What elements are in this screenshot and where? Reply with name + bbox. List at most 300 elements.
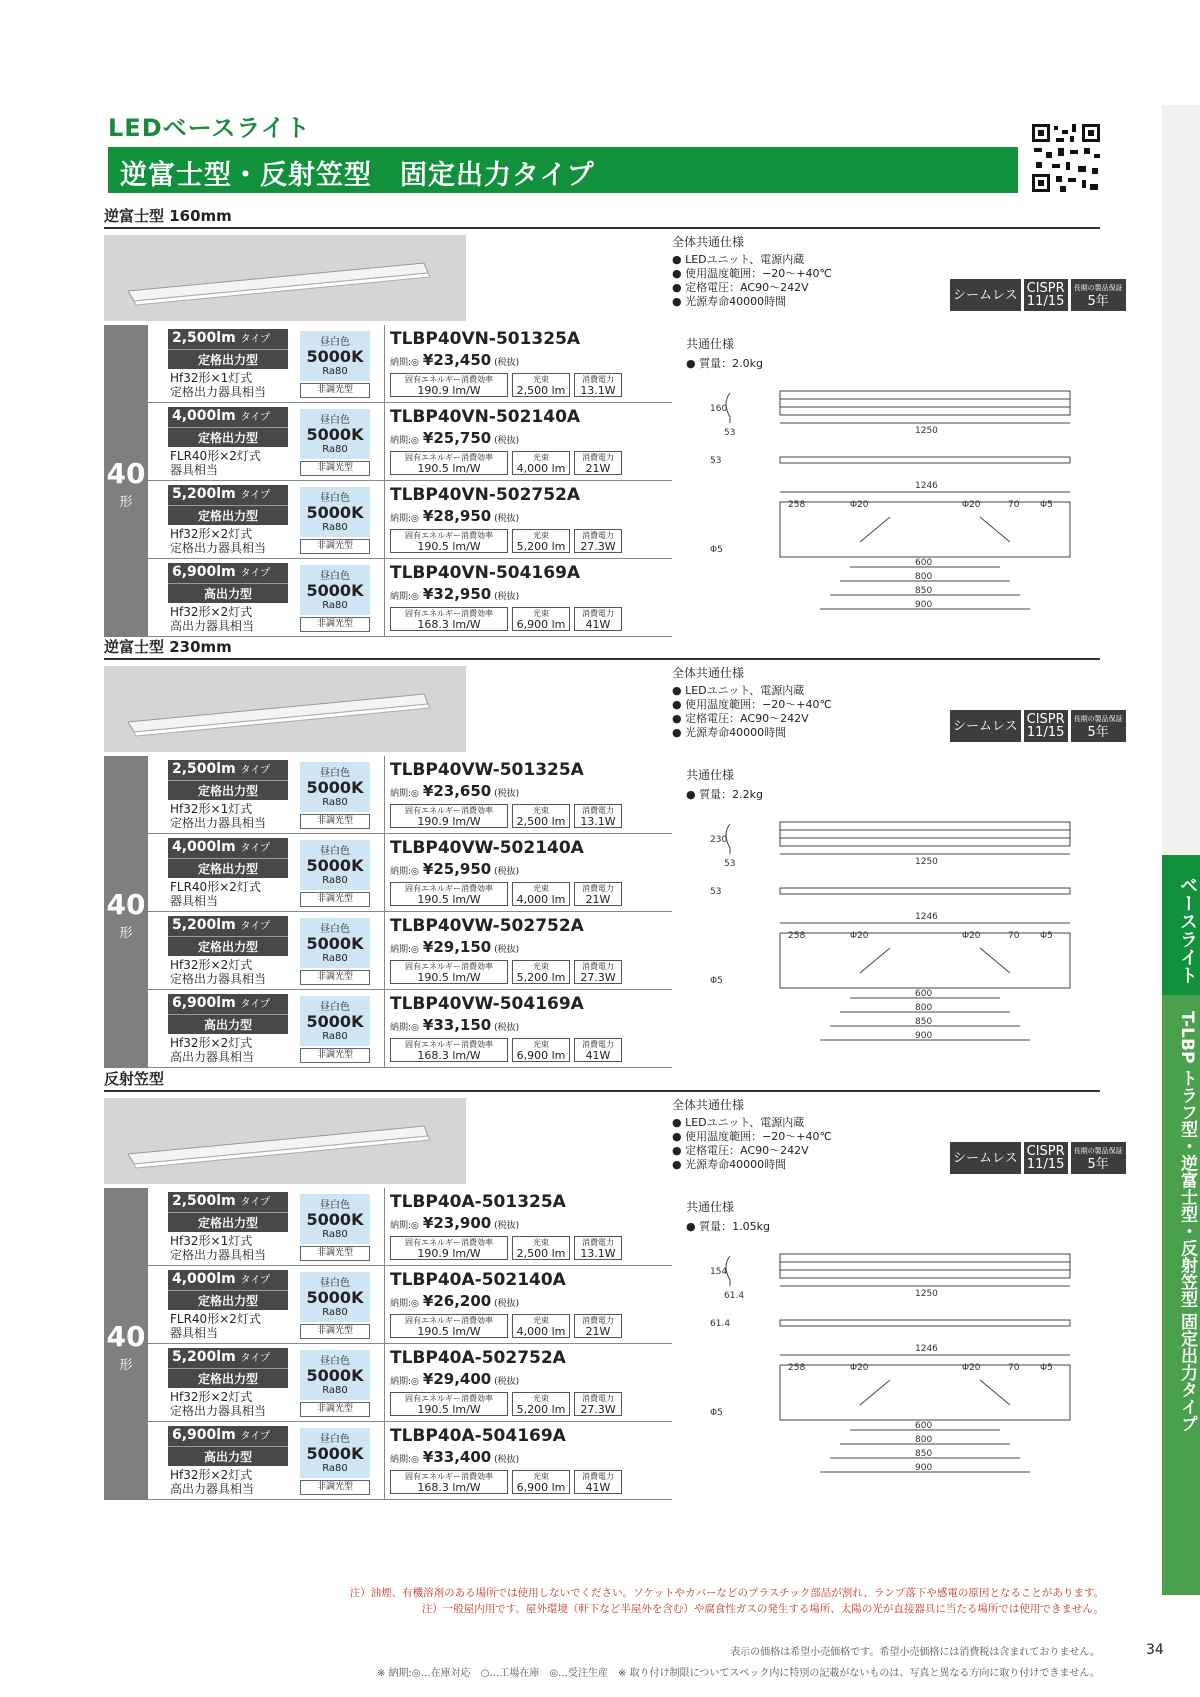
output-type: 高出力型: [203, 1450, 252, 1464]
power-spec: [574, 804, 622, 828]
color-kelvin: 5000K: [306, 581, 364, 600]
flux-spec: [512, 373, 570, 397]
color-temp-box: [300, 918, 370, 968]
product-row[interactable]: [148, 990, 672, 1068]
feature-badges: [950, 279, 1126, 311]
model-number[interactable]: TLBP40VN-502752A: [390, 485, 581, 505]
dim-phi5-right: Φ5: [1040, 931, 1053, 941]
delivery-label: 納期:◎: [390, 358, 419, 368]
flux-value: 2,500 lm: [516, 815, 566, 828]
price-value: ¥25,750: [422, 429, 492, 447]
color-name: 昼白色: [320, 1002, 350, 1013]
output-type: 定格出力型: [197, 862, 258, 876]
dimming-type: 非調光型: [300, 970, 370, 985]
flux-spec: [512, 882, 570, 906]
caution-note-1: 注）油煙、有機溶剤のある場所では使用しないでください。ソケットやカバーなどのプラスチック部品が割れ、ランプ落下や感電の原因となることがあります。: [349, 1587, 1104, 1599]
type-separator: [168, 349, 288, 350]
equivalent-text: [170, 449, 261, 477]
lumen-suffix: タイプ: [240, 334, 271, 345]
flux-spec: [512, 1314, 570, 1338]
product-row[interactable]: [148, 756, 672, 834]
efficiency-value: 190.9 lm/W: [417, 815, 481, 828]
flux-value: 5,200 lm: [516, 1403, 566, 1416]
lumen-suffix: タイプ: [240, 490, 271, 501]
delivery-label: 納期:◎: [390, 789, 419, 799]
equivalent-text: [170, 605, 254, 633]
color-kelvin: 5000K: [306, 1366, 364, 1385]
series-title: LEDベースライト: [108, 114, 311, 142]
lumen-value: 6,900lm: [172, 564, 236, 580]
dim-phi20-right: Φ20: [962, 500, 981, 510]
lumen-type-box: [168, 760, 288, 800]
spec-values: [390, 1470, 622, 1494]
output-type: 高出力型: [203, 1018, 252, 1032]
flux-spec: [512, 804, 570, 828]
product-row[interactable]: [148, 325, 672, 403]
color-kelvin: 5000K: [306, 503, 364, 522]
lumen-suffix: タイプ: [240, 1353, 271, 1364]
color-kelvin: 5000K: [306, 934, 364, 953]
dim-900: 900: [915, 1031, 933, 1041]
color-temp-box: [300, 762, 370, 812]
common-spec-title: 全体共通仕様: [672, 666, 745, 680]
product-row[interactable]: [148, 1344, 672, 1422]
equivalent-line-1: Hf32形×2灯式: [170, 1036, 253, 1050]
dim-side-height: 53: [710, 456, 722, 466]
equivalent-line-2: 定格出力器具相当: [170, 1404, 267, 1418]
model-number[interactable]: TLBP40VW-501325A: [390, 760, 584, 780]
type-separator: [168, 1368, 288, 1369]
dim-phi5-left: Φ5: [710, 1408, 723, 1418]
flux-value: 6,900 lm: [516, 1481, 566, 1494]
common-spec-item: ● 光源寿命40000時間: [672, 1158, 787, 1171]
color-ra: Ra80: [322, 522, 348, 533]
tax-label: (税抜): [494, 1299, 520, 1309]
common-spec-item: ● 光源寿命40000時間: [672, 726, 787, 739]
color-kelvin: 5000K: [306, 425, 364, 444]
tax-label: (税抜): [494, 867, 520, 877]
price: [390, 782, 519, 800]
equivalent-line-2: 定格出力器具相当: [170, 1248, 267, 1262]
efficiency-value: 168.3 lm/W: [417, 618, 481, 631]
cispr-badge-top: CISPR: [1026, 281, 1065, 296]
dimming-type: 非調光型: [300, 617, 370, 632]
efficiency-label: 固有エネルギー消費効率: [405, 609, 493, 618]
output-type: 定格出力型: [197, 353, 258, 367]
common-spec-item: ● 定格電圧：AC90〜242V: [672, 712, 809, 725]
product-row[interactable]: [148, 1266, 672, 1344]
color-temp-box: [300, 1428, 370, 1478]
lumen-type: [172, 1427, 270, 1443]
equivalent-text: [170, 958, 266, 986]
power-spec: [574, 1392, 622, 1416]
power-value: 21W: [585, 1325, 611, 1338]
cispr-badge: [1024, 710, 1068, 742]
size-label: [104, 1188, 148, 1500]
color-name: 昼白色: [320, 1278, 350, 1289]
type-separator: [168, 1014, 288, 1015]
efficiency-label: 固有エネルギー消費効率: [405, 962, 493, 971]
qr-code-icon[interactable]: [1030, 122, 1102, 194]
lumen-type: [172, 1271, 270, 1287]
spec-values: [390, 1392, 622, 1416]
dim-600: 600: [915, 1421, 933, 1431]
price-value: ¥29,150: [422, 938, 492, 956]
lumen-value: 4,000lm: [172, 839, 236, 855]
dim-width: 61.4: [724, 1291, 745, 1301]
power-label: 消費電力: [582, 1472, 614, 1481]
model-number[interactable]: TLBP40A-502140A: [390, 1270, 566, 1290]
power-value: 27.3W: [580, 1403, 616, 1416]
color-kelvin: 5000K: [306, 1288, 364, 1307]
flux-value: 2,500 lm: [516, 1247, 566, 1260]
lumen-type: [172, 564, 270, 580]
warranty-badge-top: 長期の製品保証: [1073, 1147, 1123, 1155]
dimming-type: 非調光型: [300, 461, 370, 476]
tax-label: (税抜): [494, 592, 520, 602]
product-row[interactable]: [148, 1422, 672, 1500]
price: [390, 1370, 519, 1388]
spec-values: [390, 804, 622, 828]
price: [390, 429, 519, 447]
lumen-type-box: [168, 407, 288, 447]
power-spec: [574, 607, 622, 631]
dim-70: 70: [1008, 1363, 1020, 1373]
dim-height: 154: [710, 1267, 728, 1277]
weight: ● 質量：2.0kg: [686, 357, 763, 370]
cispr-badge-top: CISPR: [1026, 712, 1065, 727]
model-number[interactable]: TLBP40VW-502140A: [390, 838, 584, 858]
common-spec-right-title: 共通仕様: [686, 768, 735, 782]
flux-spec: [512, 1392, 570, 1416]
efficiency-spec: [390, 373, 508, 397]
power-value: 13.1W: [580, 384, 616, 397]
dimming-type: 非調光型: [300, 1402, 370, 1417]
spec-values: [390, 1314, 622, 1338]
efficiency-value: 168.3 lm/W: [417, 1481, 481, 1494]
color-name: 昼白色: [320, 415, 350, 426]
color-temp-box: [300, 331, 370, 381]
efficiency-spec: [390, 607, 508, 631]
flux-value: 6,900 lm: [516, 618, 566, 631]
dim-phi5-right: Φ5: [1040, 1363, 1053, 1373]
power-value: 27.3W: [580, 971, 616, 984]
spec-values: [390, 1038, 622, 1062]
lumen-value: 2,500lm: [172, 1193, 236, 1209]
lumen-suffix: タイプ: [240, 999, 271, 1010]
efficiency-value: 190.9 lm/W: [417, 1247, 481, 1260]
dim-phi20-left: Φ20: [850, 931, 869, 941]
seamless-badge: シームレス: [950, 710, 1021, 742]
color-name: 昼白色: [320, 493, 350, 504]
efficiency-label: 固有エネルギー消費効率: [405, 1316, 493, 1325]
color-temp-box: [300, 1194, 370, 1244]
color-ra: Ra80: [322, 600, 348, 611]
lumen-suffix: タイプ: [240, 1197, 271, 1208]
dim-phi20-right: Φ20: [962, 1363, 981, 1373]
efficiency-spec: [390, 451, 508, 475]
flux-spec: [512, 1236, 570, 1260]
color-ra: Ra80: [322, 953, 348, 964]
dim-side-height: 61.4: [710, 1319, 731, 1329]
power-label: 消費電力: [582, 1040, 614, 1049]
color-ra: Ra80: [322, 1385, 348, 1396]
efficiency-spec: [390, 1236, 508, 1260]
output-type: 定格出力型: [197, 1372, 258, 1386]
efficiency-label: 固有エネルギー消費効率: [405, 806, 493, 815]
common-spec: [672, 666, 832, 740]
efficiency-value: 190.9 lm/W: [417, 384, 481, 397]
efficiency-value: 190.5 lm/W: [417, 971, 481, 984]
flux-value: 2,500 lm: [516, 384, 566, 397]
power-value: 13.1W: [580, 815, 616, 828]
page-title: 逆富士型・反射笠型 固定出力タイプ: [120, 160, 595, 191]
lumen-value: 5,200lm: [172, 1349, 236, 1365]
product-row[interactable]: [148, 1188, 672, 1266]
product-row[interactable]: [148, 912, 672, 990]
dimming-type: 非調光型: [300, 539, 370, 554]
spec-values: [390, 607, 622, 631]
dim-900: 900: [915, 600, 933, 610]
model-number[interactable]: TLBP40VN-501325A: [390, 329, 581, 349]
color-name: 昼白色: [320, 846, 350, 857]
flux-label: 光束: [533, 531, 549, 540]
warranty-badge-bottom: 5年: [1087, 725, 1109, 740]
lumen-value: 4,000lm: [172, 408, 236, 424]
dim-height: 160: [710, 404, 728, 414]
lumen-suffix: タイプ: [240, 412, 271, 423]
power-spec: [574, 373, 622, 397]
dim-phi5-left: Φ5: [710, 545, 723, 555]
efficiency-label: 固有エネルギー消費効率: [405, 1238, 493, 1247]
power-spec: [574, 1314, 622, 1338]
efficiency-spec: [390, 804, 508, 828]
feature-badges: [950, 1142, 1126, 1174]
delivery-label: 納期:◎: [390, 1455, 419, 1465]
power-value: 41W: [585, 1481, 611, 1494]
dim-800: 800: [915, 1003, 933, 1013]
equivalent-text: [170, 527, 266, 555]
equivalent-text: [170, 1468, 254, 1496]
lumen-value: 6,900lm: [172, 995, 236, 1011]
flux-label: 光束: [533, 884, 549, 893]
flux-label: 光束: [533, 609, 549, 618]
dimension-drawing: [710, 1240, 1080, 1530]
efficiency-spec: [390, 1392, 508, 1416]
price-value: ¥23,900: [422, 1214, 492, 1232]
size-unit: 形: [119, 495, 133, 510]
common-spec-title: 全体共通仕様: [672, 235, 745, 249]
equivalent-text: [170, 1234, 266, 1262]
color-name: 昼白色: [320, 337, 350, 348]
flux-label: 光束: [533, 1472, 549, 1481]
equivalent-line-2: 定格出力器具相当: [170, 816, 267, 830]
dim-phi5-left: Φ5: [710, 976, 723, 986]
lumen-suffix: タイプ: [240, 765, 271, 776]
tax-label: (税抜): [494, 1221, 520, 1231]
dim-258: 258: [788, 931, 806, 941]
equivalent-line-1: Hf32形×2灯式: [170, 527, 253, 541]
price-value: ¥28,950: [422, 507, 492, 525]
power-label: 消費電力: [582, 1394, 614, 1403]
equivalent-line-2: 器具相当: [170, 894, 219, 908]
efficiency-value: 190.5 lm/W: [417, 1403, 481, 1416]
efficiency-spec: [390, 1470, 508, 1494]
dim-length: 1250: [915, 426, 938, 436]
product-row[interactable]: [148, 559, 672, 637]
size-number: 40: [106, 457, 146, 490]
price-value: ¥23,650: [422, 782, 492, 800]
dimming-type: 非調光型: [300, 892, 370, 907]
lumen-type-box: [168, 485, 288, 525]
lumen-type: [172, 761, 270, 777]
efficiency-label: 固有エネルギー消費効率: [405, 884, 493, 893]
output-type: 定格出力型: [197, 784, 258, 798]
equivalent-line-1: FLR40形×2灯式: [170, 880, 261, 894]
tax-label: (税抜): [494, 789, 520, 799]
dim-phi5-right: Φ5: [1040, 500, 1053, 510]
lumen-type: [172, 917, 270, 933]
product-row[interactable]: [148, 481, 672, 559]
price: [390, 938, 519, 956]
equivalent-line-1: Hf32形×2灯式: [170, 605, 253, 619]
price-note: 表示の価格は希望小売価格です。希望小売価格には消費税は含まれておりません。: [730, 1647, 1100, 1658]
cispr-badge: [1024, 279, 1068, 311]
color-kelvin: 5000K: [306, 1444, 364, 1463]
color-kelvin: 5000K: [306, 347, 364, 366]
model-number[interactable]: TLBP40A-502752A: [390, 1348, 566, 1368]
dim-600: 600: [915, 558, 933, 568]
common-spec-item: ● LEDユニット、電源内蔵: [672, 684, 805, 697]
model-number[interactable]: TLBP40VN-504169A: [390, 563, 581, 583]
color-name: 昼白色: [320, 571, 350, 582]
section-divider: [104, 1090, 1100, 1092]
dim-phi20-right: Φ20: [962, 931, 981, 941]
output-type: 定格出力型: [197, 1294, 258, 1308]
model-number[interactable]: TLBP40VW-502752A: [390, 916, 584, 936]
equivalent-text: [170, 1312, 261, 1340]
delivery-label: 納期:◎: [390, 514, 419, 524]
weight: ● 質量：1.05kg: [686, 1220, 770, 1233]
model-number[interactable]: TLBP40A-504169A: [390, 1426, 566, 1446]
warranty-badge-bottom: 5年: [1087, 1157, 1109, 1172]
product-row[interactable]: [148, 403, 672, 481]
color-ra: Ra80: [322, 444, 348, 455]
flux-label: 光束: [533, 1040, 549, 1049]
power-label: 消費電力: [582, 806, 614, 815]
size-number: 40: [106, 888, 146, 921]
efficiency-label: 固有エネルギー消費効率: [405, 1394, 493, 1403]
dim-length-inner: 1246: [915, 912, 938, 922]
common-spec-right-title: 共通仕様: [686, 337, 735, 351]
spec-values: [390, 1236, 622, 1260]
equivalent-text: [170, 802, 266, 830]
equivalent-text: [170, 371, 266, 399]
dimming-type: 非調光型: [300, 1048, 370, 1063]
power-spec: [574, 451, 622, 475]
side-strip: [1162, 105, 1200, 855]
color-ra: Ra80: [322, 366, 348, 377]
color-temp-box: [300, 409, 370, 459]
efficiency-label: 固有エネルギー消費効率: [405, 531, 493, 540]
tax-label: (税抜): [494, 1023, 520, 1033]
dim-phi20-left: Φ20: [850, 500, 869, 510]
product-photo: [104, 666, 466, 752]
seamless-badge: シームレス: [950, 1142, 1021, 1174]
size-label: [104, 325, 148, 637]
efficiency-value: 190.5 lm/W: [417, 462, 481, 475]
model-number[interactable]: TLBP40A-501325A: [390, 1192, 566, 1212]
common-spec-right: [686, 766, 763, 802]
warranty-badge: [1071, 279, 1126, 311]
delivery-label: 納期:◎: [390, 436, 419, 446]
type-separator: [168, 936, 288, 937]
model-number[interactable]: TLBP40VW-504169A: [390, 994, 584, 1014]
power-label: 消費電力: [582, 962, 614, 971]
color-ra: Ra80: [322, 1229, 348, 1240]
equivalent-text: [170, 1390, 266, 1418]
output-type: 定格出力型: [197, 1216, 258, 1230]
warranty-badge-top: 長期の製品保証: [1073, 715, 1123, 723]
dim-900: 900: [915, 1463, 933, 1473]
lumen-type-box: [168, 329, 288, 369]
power-label: 消費電力: [582, 375, 614, 384]
flux-spec: [512, 451, 570, 475]
output-type: 定格出力型: [197, 509, 258, 523]
flux-value: 5,200 lm: [516, 540, 566, 553]
dim-800: 800: [915, 572, 933, 582]
lumen-type-box: [168, 838, 288, 878]
size-number: 40: [106, 1320, 146, 1353]
spec-values: [390, 882, 622, 906]
dim-width: 53: [724, 428, 736, 438]
dimming-type: 非調光型: [300, 1246, 370, 1261]
color-name: 昼白色: [320, 924, 350, 935]
side-index-tab[interactable]: [1162, 855, 1200, 1595]
output-type: 定格出力型: [197, 431, 258, 445]
flux-label: 光束: [533, 453, 549, 462]
common-spec-item: ● LEDユニット、電源内蔵: [672, 253, 805, 266]
equivalent-line-1: Hf32形×1灯式: [170, 371, 253, 385]
product-row[interactable]: [148, 834, 672, 912]
warranty-badge-bottom: 5年: [1087, 294, 1109, 309]
lumen-type-box: [168, 1270, 288, 1310]
dim-height: 230: [710, 835, 728, 845]
tax-label: (税抜): [494, 358, 520, 368]
price-value: ¥26,200: [422, 1292, 492, 1310]
equivalent-line-2: 定格出力器具相当: [170, 972, 267, 986]
lumen-suffix: タイプ: [240, 1275, 271, 1286]
side-tab-category: ベースライト: [1162, 855, 1200, 995]
power-label: 消費電力: [582, 884, 614, 893]
type-separator: [168, 583, 288, 584]
equivalent-line-2: 定格出力器具相当: [170, 385, 267, 399]
tax-label: (税抜): [494, 1455, 520, 1465]
dim-70: 70: [1008, 931, 1020, 941]
dim-70: 70: [1008, 500, 1020, 510]
power-label: 消費電力: [582, 453, 614, 462]
flux-value: 5,200 lm: [516, 971, 566, 984]
power-label: 消費電力: [582, 1316, 614, 1325]
common-spec-item: ● 使用温度範囲：−20〜+40℃: [672, 698, 832, 711]
common-spec: [672, 1098, 832, 1172]
model-number[interactable]: TLBP40VN-502140A: [390, 407, 581, 427]
type-separator: [168, 1212, 288, 1213]
dimming-type: 非調光型: [300, 1324, 370, 1339]
efficiency-value: 190.5 lm/W: [417, 1325, 481, 1338]
common-spec: [672, 235, 832, 309]
dim-length: 1250: [915, 1289, 938, 1299]
